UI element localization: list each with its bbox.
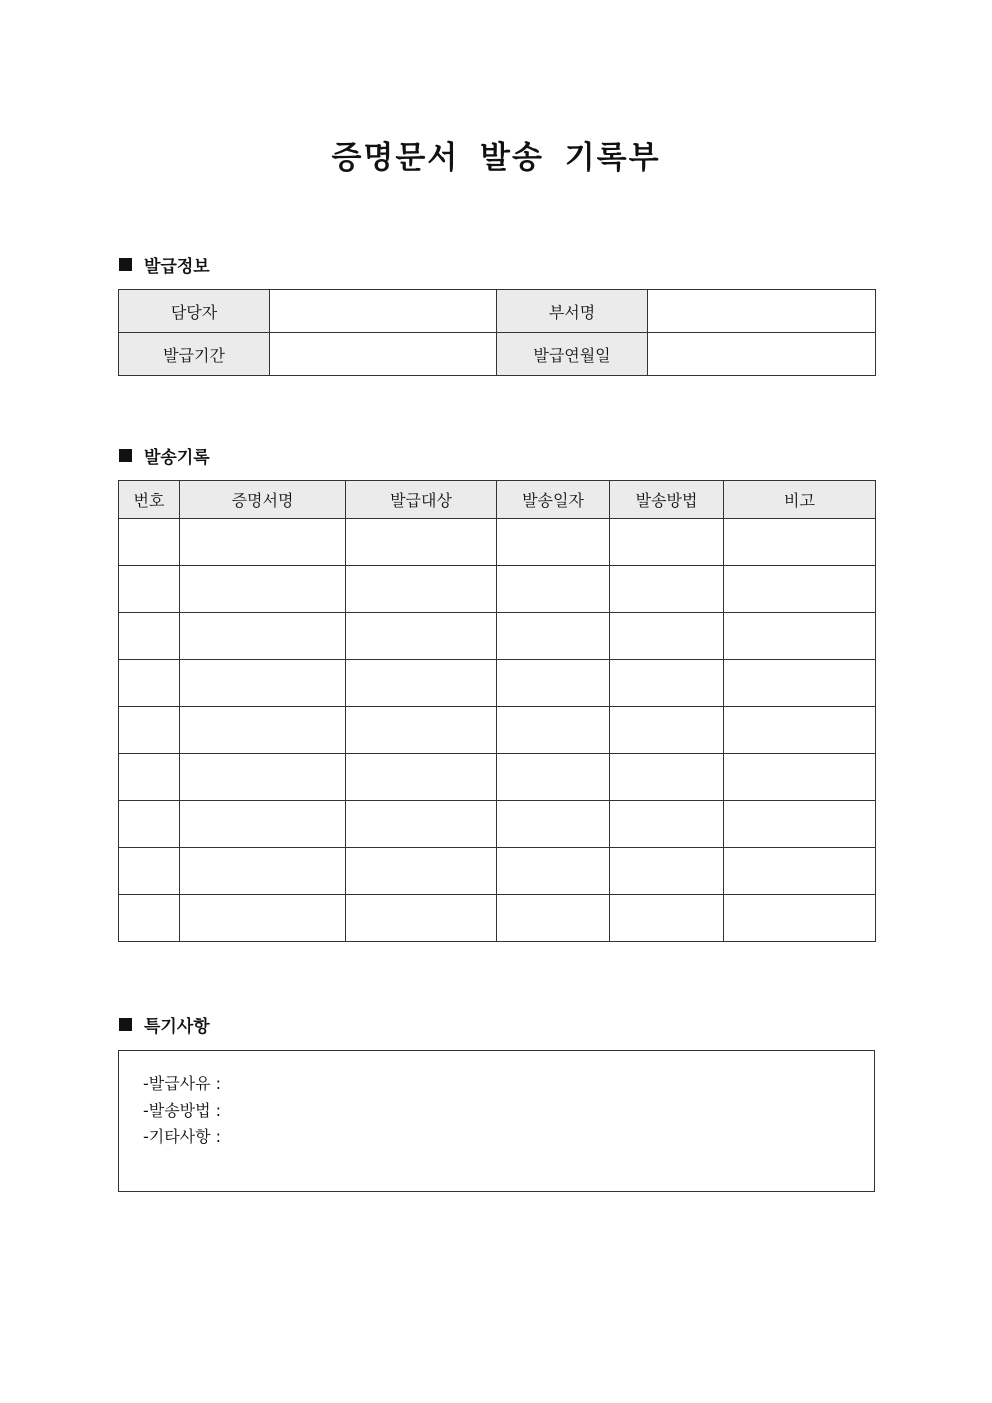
- table-cell[interactable]: [497, 895, 610, 942]
- table-cell[interactable]: [180, 801, 346, 848]
- square-bullet-icon: [119, 258, 132, 271]
- table-cell[interactable]: [180, 754, 346, 801]
- table-cell[interactable]: [180, 519, 346, 566]
- table-cell[interactable]: [346, 613, 497, 660]
- table-cell[interactable]: [119, 848, 180, 895]
- table-row: [119, 801, 876, 848]
- table-cell[interactable]: [346, 848, 497, 895]
- table-row: [119, 848, 876, 895]
- table-cell[interactable]: [119, 707, 180, 754]
- column-header: 발송일자: [497, 481, 610, 519]
- info-label: 발급연월일: [497, 333, 648, 376]
- table-cell[interactable]: [180, 895, 346, 942]
- table-cell[interactable]: [497, 519, 610, 566]
- table-row: [119, 613, 876, 660]
- issue-info-table: [118, 289, 876, 376]
- table-row: [119, 519, 876, 566]
- table-cell[interactable]: [346, 754, 497, 801]
- table-cell[interactable]: [180, 707, 346, 754]
- table-cell[interactable]: [724, 754, 876, 801]
- table-cell[interactable]: [346, 566, 497, 613]
- info-value-cell[interactable]: [648, 333, 876, 376]
- send-record-table: [118, 480, 876, 942]
- table-cell[interactable]: [497, 707, 610, 754]
- table-row: [119, 895, 876, 942]
- page-title: 증명문서 발송 기록부: [331, 140, 661, 176]
- info-row: [119, 290, 876, 333]
- column-header: 증명서명: [180, 481, 346, 519]
- table-cell[interactable]: [610, 613, 724, 660]
- info-label: 부서명: [497, 290, 648, 333]
- section-heading-issue-info: [119, 252, 210, 276]
- table-cell[interactable]: [497, 566, 610, 613]
- table-cell[interactable]: [610, 707, 724, 754]
- table-cell[interactable]: [610, 660, 724, 707]
- info-value-cell[interactable]: [270, 333, 497, 376]
- column-header: 번호: [119, 481, 180, 519]
- table-cell[interactable]: [346, 801, 497, 848]
- table-cell[interactable]: [119, 754, 180, 801]
- table-cell[interactable]: [724, 660, 876, 707]
- table-cell[interactable]: [724, 801, 876, 848]
- square-bullet-icon: [119, 1018, 132, 1031]
- table-cell[interactable]: [497, 801, 610, 848]
- info-value-cell[interactable]: [270, 290, 497, 333]
- table-cell[interactable]: [724, 613, 876, 660]
- table-cell[interactable]: [497, 754, 610, 801]
- table-cell[interactable]: [346, 660, 497, 707]
- table-cell[interactable]: [610, 801, 724, 848]
- note-line: -발급사유 :: [143, 1074, 222, 1093]
- section-heading-notes: [119, 1012, 210, 1036]
- column-header: 발급대상: [346, 481, 497, 519]
- table-cell[interactable]: [346, 519, 497, 566]
- table-cell[interactable]: [119, 566, 180, 613]
- table-cell[interactable]: [610, 754, 724, 801]
- table-cell[interactable]: [497, 660, 610, 707]
- info-label: 담당자: [119, 290, 270, 333]
- info-row: [119, 333, 876, 376]
- note-line: -기타사항 :: [143, 1127, 222, 1146]
- table-cell[interactable]: [610, 566, 724, 613]
- table-cell[interactable]: [497, 613, 610, 660]
- info-value-cell[interactable]: [648, 290, 876, 333]
- info-label: 발급기간: [119, 333, 270, 376]
- table-row: [119, 660, 876, 707]
- note-line: -발송방법 :: [143, 1100, 222, 1120]
- table-cell[interactable]: [180, 613, 346, 660]
- section-heading-label: 발송기록: [144, 447, 210, 468]
- table-row: [119, 566, 876, 613]
- table-row: [119, 754, 876, 801]
- table-cell[interactable]: [119, 895, 180, 942]
- table-cell[interactable]: [346, 707, 497, 754]
- table-cell[interactable]: [724, 895, 876, 942]
- table-cell[interactable]: [724, 519, 876, 566]
- table-cell[interactable]: [724, 707, 876, 754]
- table-cell[interactable]: [724, 566, 876, 613]
- table-cell[interactable]: [346, 895, 497, 942]
- column-header: 비고: [724, 481, 876, 519]
- section-heading-send-record: [119, 443, 210, 467]
- table-cell[interactable]: [497, 848, 610, 895]
- table-cell[interactable]: [119, 519, 180, 566]
- section-heading-label: 특기사항: [144, 1016, 210, 1037]
- table-cell[interactable]: [119, 613, 180, 660]
- table-cell[interactable]: [119, 801, 180, 848]
- square-bullet-icon: [119, 449, 132, 462]
- table-cell[interactable]: [610, 519, 724, 566]
- table-cell[interactable]: [610, 895, 724, 942]
- column-header: 발송방법: [610, 481, 724, 519]
- notes-box[interactable]: [118, 1050, 875, 1192]
- table-row: [119, 707, 876, 754]
- table-cell[interactable]: [180, 566, 346, 613]
- table-cell[interactable]: [180, 660, 346, 707]
- table-cell[interactable]: [610, 848, 724, 895]
- section-heading-label: 발급정보: [144, 256, 210, 277]
- table-cell[interactable]: [119, 660, 180, 707]
- table-cell[interactable]: [724, 848, 876, 895]
- table-cell[interactable]: [180, 848, 346, 895]
